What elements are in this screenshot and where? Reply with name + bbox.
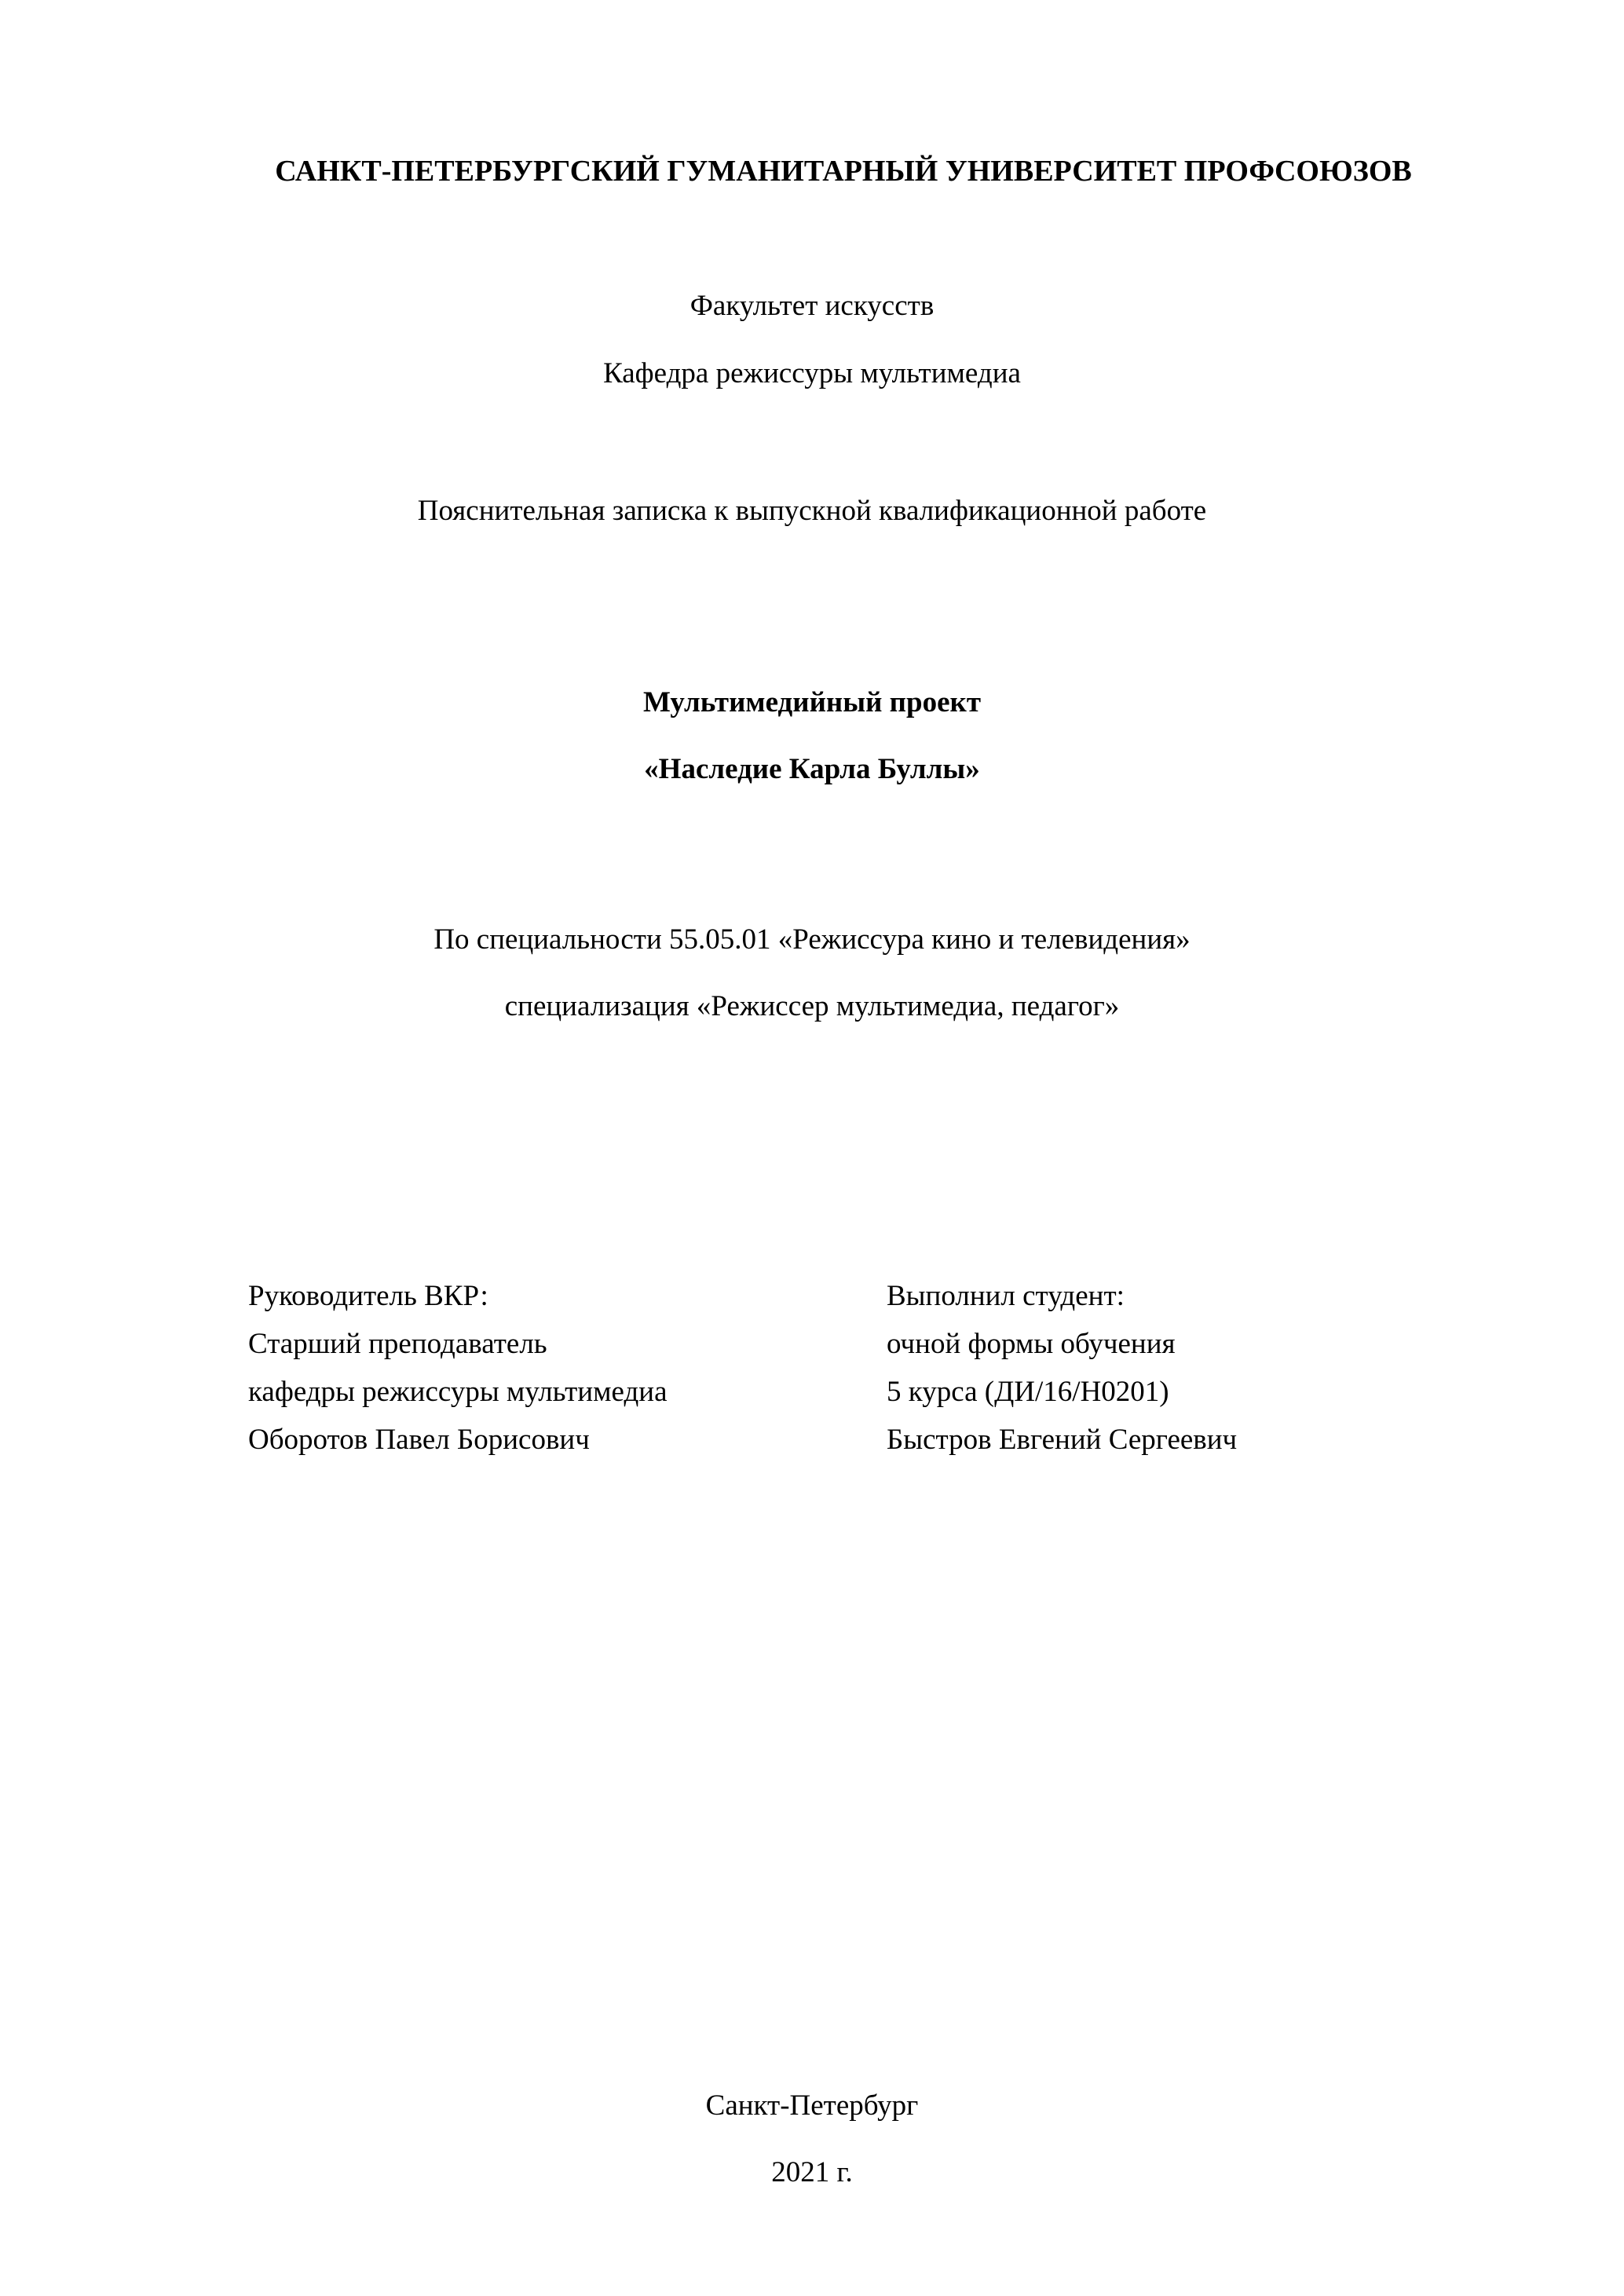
year: 2021 г. [771, 2156, 853, 2188]
student-course: 5 курса (ДИ/16/Н0201) [887, 1376, 1169, 1408]
faculty-name: Факультет искусств [689, 290, 935, 322]
student-name: Быстров Евгений Сергеевич [887, 1424, 1238, 1456]
student-block [887, 1272, 1237, 1464]
supervisor-block [248, 1272, 668, 1464]
supervisor-name: Оборотов Павел Борисович [248, 1424, 590, 1456]
supervisor-heading: Руководитель ВКР: [248, 1280, 488, 1312]
supervisor-position: Старший преподаватель [248, 1328, 547, 1360]
project-title: «Наследие Карла Буллы» [644, 753, 980, 785]
university-name: САНКТ-ПЕТЕРБУРГСКИЙ ГУМАНИТАРНЫЙ УНИВЕРСИТЕТ ПРОФСОЮЗОВ [275, 155, 1412, 188]
project-type: Мультимедийный проект [643, 686, 981, 718]
department-name: Кафедра режиссуры мультимедиа [603, 357, 1021, 389]
supervisor-department: кафедры режиссуры мультимедиа [248, 1376, 668, 1408]
specialty: По специальности 55.05.01 «Режиссура кино и телевидения» [433, 923, 1191, 956]
specialization: специализация «Режиссер мультимедиа, педагог» [504, 990, 1120, 1022]
student-form: очной формы обучения [887, 1328, 1176, 1360]
document-type: Пояснительная записка к выпускной квалификационной работе [417, 495, 1207, 527]
city: Санкт-Петербург [705, 2089, 919, 2122]
student-heading: Выполнил студент: [887, 1280, 1125, 1312]
